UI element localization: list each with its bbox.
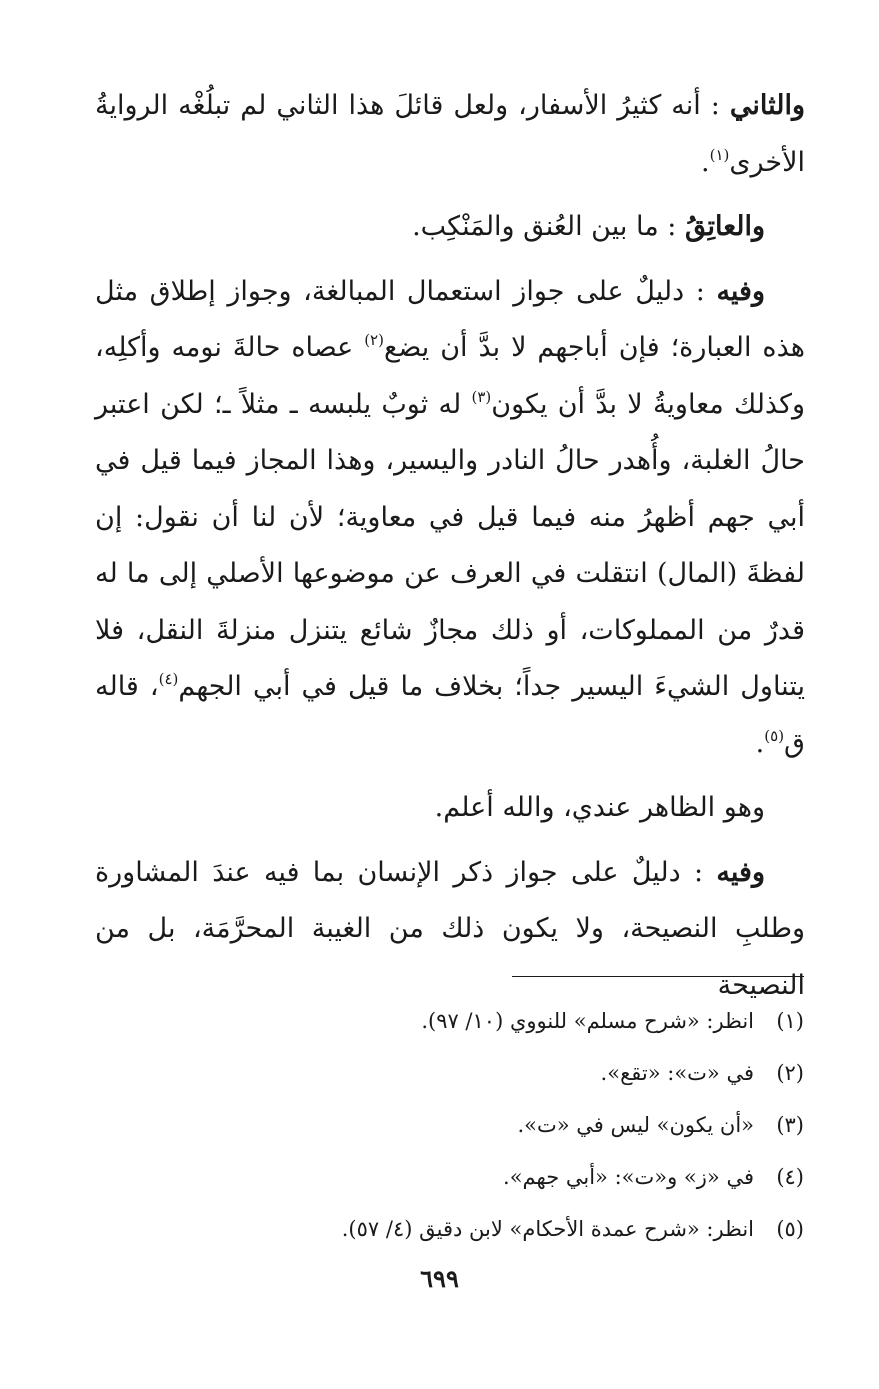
paragraph-atiq <box>95 199 805 256</box>
footnote-ref: (١) <box>709 145 730 164</box>
footnote-text: في «ز» و«ت»: «أبي جهم». <box>503 1165 754 1189</box>
paragraph-text: ، قاله ق <box>95 671 805 759</box>
paragraph-second <box>95 78 805 191</box>
footnote-number: (٣) <box>776 1113 804 1137</box>
paragraph-text: له ثوبٌ يلبسه ـ مثلاً ـ؛ لكن اعتبر حالُ الغلبة، وأُهدر حالُ النادر واليسير، وهذا المجاز فيما قيل في أبي جهم أظهرُ منه فيما قيل في معاوية؛ لأن لنا أن نقول: إن لفظةَ (المال) انتقلت في العرف عن موضوعها الأصلي إلى ما له قدرٌ من المملوكات، أو ذلك مجازٌ شائع يتنزل منزلةَ النقل، فلا يتناول الشيءَ اليسير جداً؛ بخلاف ما قيل في أبي الجهم <box>95 388 805 702</box>
footnote-item <box>184 995 804 1047</box>
paragraph-lead: وفيه <box>716 856 765 888</box>
paragraph-text: : أنه كثيرُ الأسفار، ولعل قائلَ هذا الثاني لم تبلُغْه الروايةُ الأخرى <box>95 90 805 178</box>
footnote-item <box>184 1203 804 1255</box>
paragraph-text: وهو الظاهر عندي، والله أعلم. <box>434 792 765 823</box>
footnote-number: (٥) <box>776 1217 804 1241</box>
footnote-item <box>184 1047 804 1099</box>
footnote-text: انظر: «شرح مسلم» للنووي (١٠/ ٩٧). <box>421 1009 754 1033</box>
footnote-item <box>184 1099 804 1151</box>
paragraph-lead: والعاتِقُ <box>684 211 765 242</box>
main-text <box>95 78 805 1022</box>
footnote-separator <box>512 976 804 977</box>
page-number: ٦٩٩ <box>420 1264 459 1293</box>
paragraph-text: : دليلٌ على جواز استعمال المبالغة، وجواز إطلاق مثل هذه العبارة؛ فإن أباجهم لا بدَّ أن يضع <box>95 275 805 363</box>
footnote-item <box>184 1151 804 1203</box>
footnote-ref: (٢) <box>364 331 384 349</box>
footnote-text: انظر: «شرح عمدة الأحكام» لابن دقيق (٤/ ٥٧). <box>341 1217 754 1241</box>
footnote-number: (٢) <box>776 1061 804 1085</box>
paragraph-mubalagha <box>95 264 805 773</box>
footnote-ref: (٥) <box>764 726 785 745</box>
paragraph-lead: والثاني <box>729 90 805 121</box>
paragraph-opinion <box>95 780 805 837</box>
paragraph-text: : دليلٌ على جواز ذكر الإنسان بما فيه عندَ المشاورة وطلبِ النصيحة، ولا يكون ذلك من الغيبة المحرَّمَة، بل من النصيحة <box>95 856 805 1001</box>
paragraph-tail: . <box>701 146 710 178</box>
footnotes <box>184 995 804 1255</box>
paragraph-tail: . <box>755 727 765 759</box>
paragraph-lead: وفيه <box>716 275 766 307</box>
footnote-text: في «ت»: «تقع». <box>600 1061 754 1085</box>
footnote-text: «أن يكون» ليس في «ت». <box>517 1113 754 1137</box>
paragraph-text: : ما بين العُنق والمَنْكِب. <box>412 211 677 242</box>
footnote-ref: (٤) <box>158 670 179 688</box>
paragraph-text: عصاه حالةَ نومه وأكلِه، وكذلك معاويةُ لا بدَّ أن يكون <box>95 332 805 420</box>
paragraph-nasiha <box>95 845 805 1015</box>
footnote-number: (٤) <box>776 1165 804 1189</box>
footnote-number: (١) <box>776 1009 804 1033</box>
footnote-ref: (٣) <box>471 387 492 406</box>
